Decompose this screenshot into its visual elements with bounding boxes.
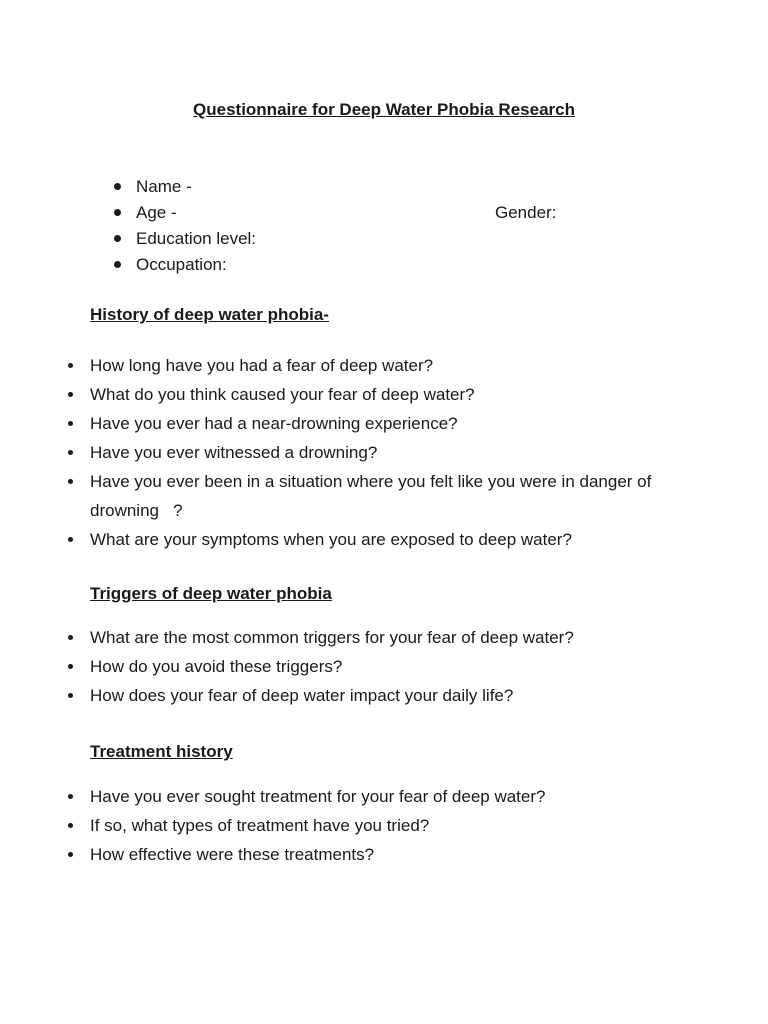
info-item-occupation	[112, 254, 712, 280]
gender-label: Gender:	[495, 203, 557, 222]
section-heading-triggers: Triggers of deep water phobia	[90, 584, 332, 603]
question-item	[66, 409, 666, 438]
question-text: What are the most common triggers for your fear of deep water?	[90, 628, 574, 647]
bullet-icon	[114, 183, 121, 190]
question-text: What do you think caused your fear of deep water?	[90, 385, 475, 404]
bullet-icon	[68, 363, 73, 368]
question-item	[66, 351, 666, 380]
question-item	[66, 525, 666, 554]
name-label: Name -	[136, 177, 192, 196]
info-item-age	[112, 202, 712, 228]
bullet-icon	[68, 479, 73, 484]
question-item	[66, 782, 666, 811]
question-item	[66, 467, 666, 525]
question-text: Have you ever been in a situation where you felt like you were in danger of drowning ?	[90, 472, 657, 520]
question-text: Have you ever had a near-drowning experience?	[90, 414, 458, 433]
question-text: What are your symptoms when you are exposed to deep water?	[90, 530, 572, 549]
question-item	[66, 380, 666, 409]
bullet-icon	[114, 235, 121, 242]
education-label: Education level:	[136, 229, 257, 248]
bullet-icon	[68, 450, 73, 455]
question-text: Have you ever witnessed a drowning?	[90, 443, 378, 462]
document-title: Questionnaire for Deep Water Phobia Research	[193, 100, 575, 119]
bullet-icon	[68, 794, 73, 799]
question-item	[66, 681, 666, 710]
question-text: Have you ever sought treatment for your fear of deep water?	[90, 787, 546, 806]
info-item-education	[112, 228, 712, 254]
bullet-icon	[68, 392, 73, 397]
bullet-icon	[68, 693, 73, 698]
info-item-name	[112, 176, 712, 202]
question-item	[66, 652, 666, 681]
question-text: How does your fear of deep water impact your daily life?	[90, 686, 514, 705]
question-item	[66, 840, 666, 869]
personal-info-list	[112, 176, 712, 280]
history-question-list	[66, 351, 666, 554]
bullet-icon	[68, 852, 73, 857]
age-label: Age -	[136, 203, 177, 222]
section-heading-treatment: Treatment history	[90, 742, 233, 761]
question-text: If so, what types of treatment have you tried?	[90, 816, 430, 835]
question-text: How long have you had a fear of deep water?	[90, 356, 434, 375]
bullet-icon	[68, 537, 73, 542]
question-item	[66, 438, 666, 467]
treatment-question-list	[66, 782, 666, 869]
bullet-icon	[68, 823, 73, 828]
question-text: How effective were these treatments?	[90, 845, 375, 864]
bullet-icon	[68, 421, 73, 426]
bullet-icon	[114, 209, 121, 216]
question-text: How do you avoid these triggers?	[90, 657, 343, 676]
occupation-label: Occupation:	[136, 255, 227, 274]
bullet-icon	[114, 261, 121, 268]
section-heading-history: History of deep water phobia-	[90, 305, 329, 324]
bullet-icon	[68, 664, 73, 669]
question-item	[66, 811, 666, 840]
bullet-icon	[68, 635, 73, 640]
question-item	[66, 623, 666, 652]
triggers-question-list	[66, 623, 666, 710]
